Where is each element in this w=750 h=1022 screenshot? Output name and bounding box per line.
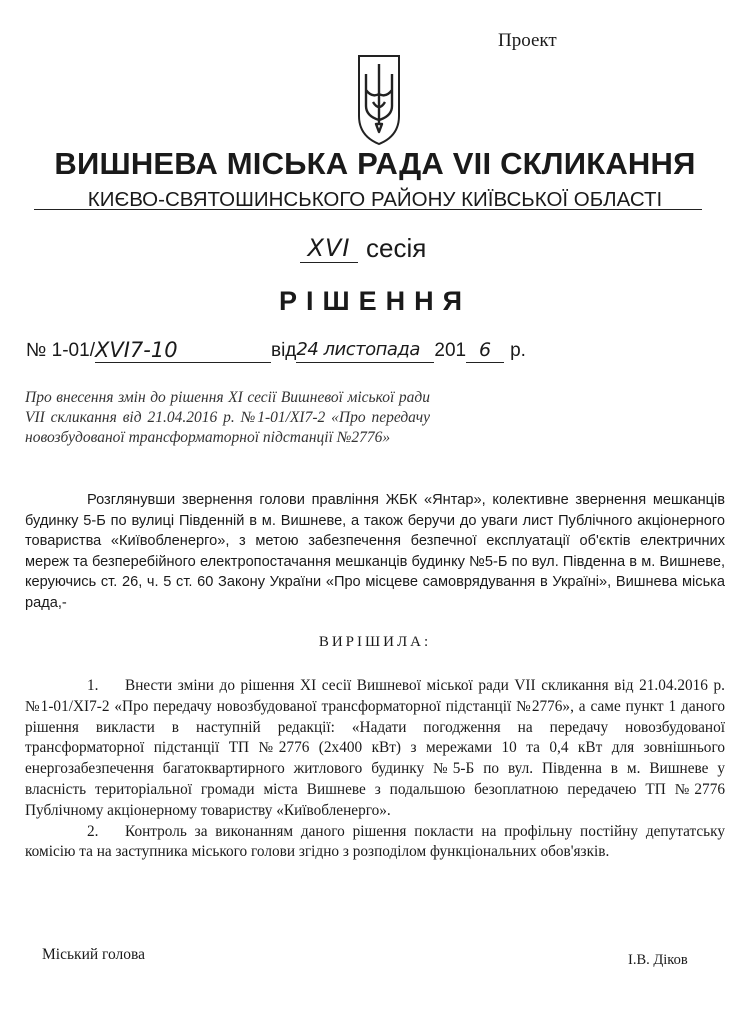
decision-number-line [26,338,526,363]
item-number: 1. [87,677,99,694]
year-prefix: 201 [434,340,467,361]
number-prefix: № 1-01/ [26,340,95,361]
trident-coat-of-arms-icon [356,54,402,146]
year-suffix: 6 [466,338,504,363]
session-number: XVI [300,234,358,263]
council-title: ВИШНЕВА МІСЬКА РАДА VII СКЛИКАННЯ [54,146,696,181]
year-mark: р. [510,340,526,361]
resolution-item [25,676,725,822]
signature-title: Міський голова [42,946,146,963]
draft-label: Проект [498,30,557,51]
item-text: Внести зміни до рішення XI сесії Вишневої міської ради VII скликання від 21.04.2016 р. №1-01/XI7-2 «Про передачу новозбудованої трансформаторної підстанції №2776», а саме пункт 1 даного рішення викласти в наступній редакції: «Надати погодження на передачу новозбудованої трансформаторної підстанції ТП №2776 (2х400 кВт) з мережами 10 та 0,4 кВт для зовнішнього енергозабезпечення багатоквартирного житлового будинку №5-Б по вул. Південна в м. Вишневе у власність територіальної громади міста Вишневе з подальшою безоплатною передачею ТП №2776 Публічному акціонерному товариству «Київобленерго». [25,677,725,819]
session-label: сесія [366,233,427,263]
resolution-item [25,822,725,864]
decision-subject: Про внесення змін до рішення XI сесії Вишневої міської ради VII скликання від 21.04.2016 р. №1-01/XI7-2 «Про передачу новозбудованої трансформаторної підстанції №2776» [25,389,430,446]
header-divider [34,209,702,210]
decision-title: РІШЕННЯ [278,286,472,316]
resolution-items [25,676,725,863]
signature-name: І.В. Діков [628,952,688,968]
preamble-paragraph: Розглянувши звернення голови правління ЖБК «Янтар», колективне звернення мешканців будинку 5-Б по вулиці Південній в м. Вишневе, а також беручи до уваги лист Публічного акціонерного товариства «Київобленерго», з метою забезпечення безпечної експлуатації об'єктів електричних мереж та безперебійного електропостачання мешканців будинку №5-Б по вул. Південна в м. Вишневе, керуючись ст. 26, ч. 5 ст. 60 Закону України «Про місцеве самоврядування в Україні», Вишнева міська рада,- [25,492,725,611]
date-prefix: від [270,340,297,361]
resolved-heading: ВИРІШИЛА: [318,634,432,650]
decision-date: 24 листопада [296,338,434,363]
item-number: 2. [87,822,99,840]
district-line: КИЄВО-СВЯТОШИНСЬКОГО РАЙОНУ КИЇВСЬКОЇ ОБЛАСТІ [87,188,663,211]
item-text: Контроль за виконанням даного рішення покласти на профільну постійну депутатську комісію та на заступника міського голови згідно з розподілом функціональних обов'язків. [25,822,725,861]
decision-number: XVI7-10 [95,338,271,363]
